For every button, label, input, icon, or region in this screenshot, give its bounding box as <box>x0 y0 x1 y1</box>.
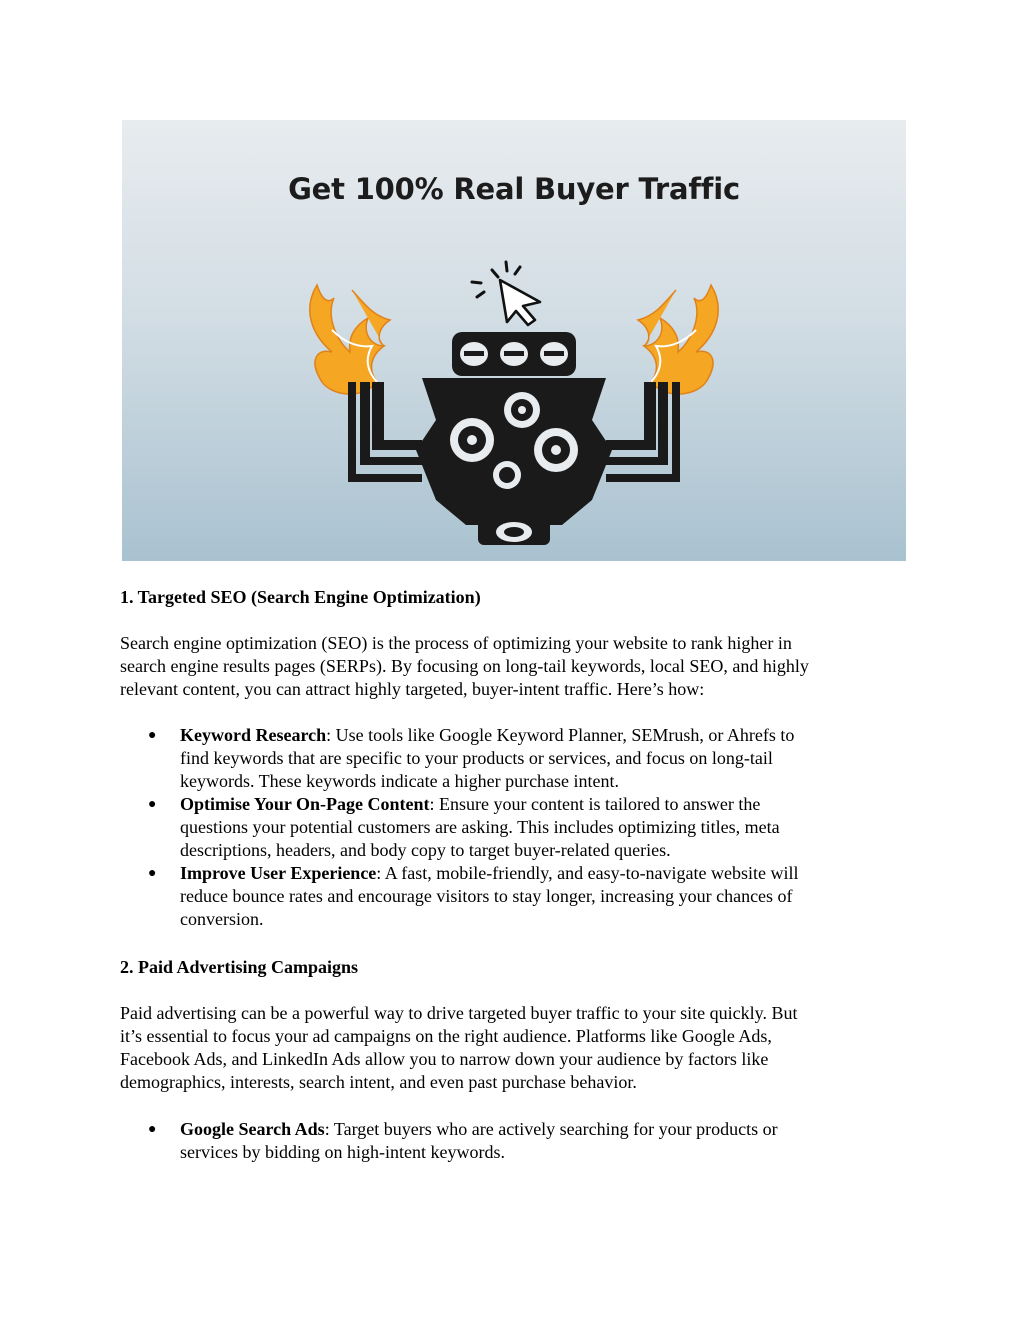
flame-icon <box>638 285 718 394</box>
section-seo-bullets <box>120 724 895 931</box>
paragraph-line: relevant content, you can attract highly targeted, buyer-intent traffic. Here’s how: <box>120 679 705 699</box>
bullet-text: find keywords that are specific to your products or services, and focus on long-tail <box>180 748 773 768</box>
bullet-term: Keyword Research <box>180 725 327 745</box>
bullet-text: conversion. <box>180 909 264 929</box>
hero-title: Get 100% Real Buyer Traffic <box>288 172 740 206</box>
list-item <box>120 793 895 862</box>
paragraph-line: demographics, interests, search intent, and even past purchase behavior. <box>120 1072 637 1092</box>
bullet-term: Improve User Experience <box>180 863 377 883</box>
bullet-term: Optimise Your On-Page Content <box>180 794 430 814</box>
bullet-text: : Ensure your content is tailored to answer the <box>429 794 761 814</box>
hero-illustration <box>122 120 906 561</box>
bullet-list <box>120 724 895 931</box>
section-heading: 1. Targeted SEO (Search Engine Optimization) <box>120 587 481 607</box>
bullet-icon: ● <box>148 728 157 743</box>
paragraph-line: it’s essential to focus your ad campaigns on the right audience. Platforms like Google Ads, <box>120 1026 772 1046</box>
hero-banner <box>122 120 906 561</box>
flame-icon <box>310 285 390 394</box>
bullet-text: services by bidding on high-intent keywords. <box>180 1142 505 1162</box>
paragraph-line: Paid advertising can be a powerful way to drive targeted buyer traffic to your site quickly. But <box>120 1003 798 1023</box>
bullet-icon: ● <box>148 797 157 812</box>
bullet-icon: ● <box>148 866 157 881</box>
bullet-text: reduce bounce rates and encourage visitors to stay longer, increasing your chances of <box>180 886 793 906</box>
paragraph-line: Facebook Ads, and LinkedIn Ads allow you to narrow down your audience by factors like <box>120 1049 769 1069</box>
bullet-text: : A fast, mobile-friendly, and easy-to-navigate website will <box>376 863 799 883</box>
bullet-text: : Target buyers who are actively searching for your products or <box>324 1119 778 1139</box>
section-seo <box>120 586 895 609</box>
bullet-list <box>120 1118 895 1164</box>
list-item <box>120 724 895 793</box>
section-heading: 2. Paid Advertising Campaigns <box>120 957 359 977</box>
paragraph-line: Search engine optimization (SEO) is the process of optimizing your website to rank higher in <box>120 633 792 653</box>
bullet-icon: ● <box>148 1122 157 1137</box>
section-seo-intro <box>120 632 895 701</box>
engine-icon <box>348 332 680 545</box>
cursor-click-icon <box>472 262 540 325</box>
paragraph-line: search engine results pages (SERPs). By focusing on long-tail keywords, local SEO, and highly <box>120 656 809 676</box>
bullet-text: questions your potential customers are asking. This includes optimizing titles, meta <box>180 817 780 837</box>
bullet-text: : Use tools like Google Keyword Planner, SEMrush, or Ahrefs to <box>326 725 795 745</box>
bullet-text: descriptions, headers, and body copy to target buyer-related queries. <box>180 840 671 860</box>
bullet-text: keywords. These keywords indicate a higher purchase intent. <box>180 771 620 791</box>
section-paid-ads-bullets <box>120 1118 895 1164</box>
bullet-term: Google Search Ads <box>180 1119 325 1139</box>
list-item <box>120 1118 895 1164</box>
section-paid-ads <box>120 956 895 979</box>
section-paid-ads-intro <box>120 1002 895 1094</box>
list-item <box>120 862 895 931</box>
